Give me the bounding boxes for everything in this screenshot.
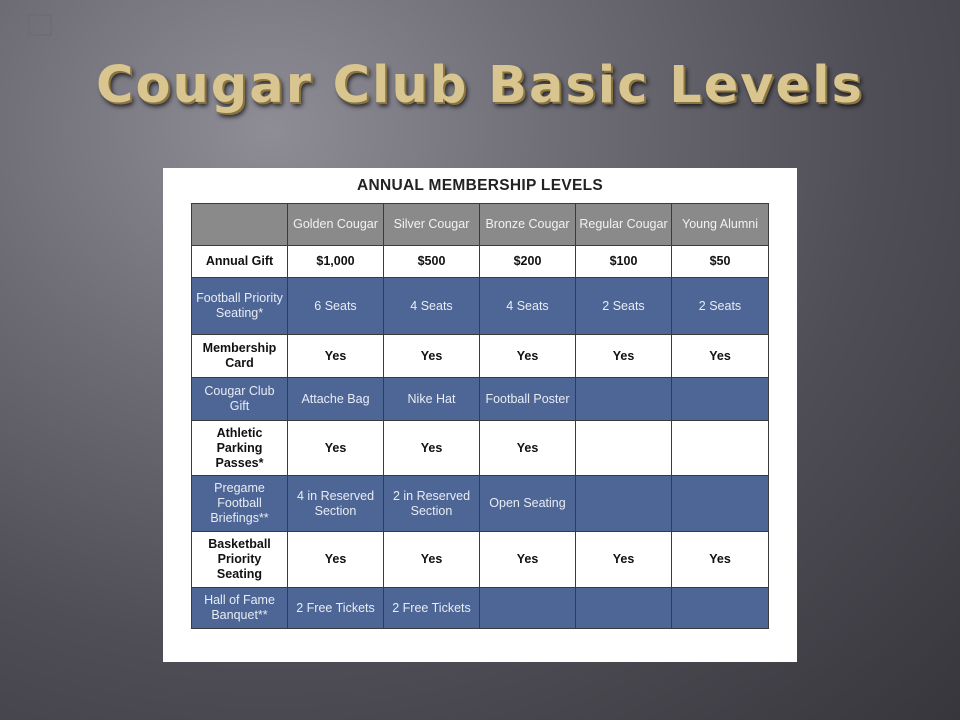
table-cell: $200 <box>480 246 576 278</box>
row-label: Athletic Parking Passes* <box>192 421 288 476</box>
header-corner-cell <box>192 204 288 246</box>
row-label: Football Priority Seating* <box>192 278 288 335</box>
table-cell: Yes <box>480 421 576 476</box>
table-cell: 4 Seats <box>480 278 576 335</box>
table-cell: 6 Seats <box>288 278 384 335</box>
table-row <box>192 246 769 278</box>
table-cell: $1,000 <box>288 246 384 278</box>
table-cell: 2 in Reserved Section <box>384 476 480 532</box>
table-row <box>192 378 769 421</box>
column-header: Silver Cougar <box>384 204 480 246</box>
row-label: Basketball Priority Seating <box>192 532 288 588</box>
table-cell: Yes <box>480 532 576 588</box>
table-cell <box>480 588 576 629</box>
slide-title: Cougar Club Basic Levels <box>96 56 864 115</box>
slide-corner-mark <box>28 14 52 36</box>
table-cell: Yes <box>288 335 384 378</box>
row-label: Annual Gift <box>192 246 288 278</box>
table-cell: 4 Seats <box>384 278 480 335</box>
table-cell <box>576 588 672 629</box>
table-row <box>192 476 769 532</box>
table-cell <box>672 476 769 532</box>
table-cell <box>576 421 672 476</box>
table-cell <box>576 378 672 421</box>
table-cell <box>672 421 769 476</box>
table-cell: 2 Seats <box>576 278 672 335</box>
table-header-row <box>192 204 769 246</box>
table-cell: Yes <box>384 421 480 476</box>
column-header: Bronze Cougar <box>480 204 576 246</box>
table-row <box>192 532 769 588</box>
table-cell: Yes <box>672 532 769 588</box>
column-header: Golden Cougar <box>288 204 384 246</box>
table-cell: Yes <box>384 335 480 378</box>
column-header: Regular Cougar <box>576 204 672 246</box>
table-row <box>192 421 769 476</box>
table-row <box>192 335 769 378</box>
row-label: Cougar Club Gift <box>192 378 288 421</box>
table-row <box>192 278 769 335</box>
table-cell: Attache Bag <box>288 378 384 421</box>
table-cell: Yes <box>288 532 384 588</box>
row-label: Pregame Football Briefings** <box>192 476 288 532</box>
column-header: Young Alumni <box>672 204 769 246</box>
table-heading: ANNUAL MEMBERSHIP LEVELS <box>356 177 604 194</box>
row-label: Membership Card <box>192 335 288 378</box>
table-cell: Open Seating <box>480 476 576 532</box>
table-cell <box>672 588 769 629</box>
table-row <box>192 588 769 629</box>
membership-table-panel <box>163 168 797 662</box>
table-cell: 4 in Reserved Section <box>288 476 384 532</box>
table-cell: 2 Seats <box>672 278 769 335</box>
table-cell: Yes <box>672 335 769 378</box>
table-cell: $500 <box>384 246 480 278</box>
table-cell: Yes <box>576 335 672 378</box>
membership-levels-table <box>191 203 769 629</box>
table-cell: Football Poster <box>480 378 576 421</box>
table-cell: 2 Free Tickets <box>384 588 480 629</box>
table-cell: $100 <box>576 246 672 278</box>
table-cell <box>576 476 672 532</box>
table-cell: Yes <box>384 532 480 588</box>
table-cell <box>672 378 769 421</box>
table-cell: $50 <box>672 246 769 278</box>
row-label: Hall of Fame Banquet** <box>192 588 288 629</box>
table-cell: Yes <box>480 335 576 378</box>
table-cell: Nike Hat <box>384 378 480 421</box>
table-cell: Yes <box>576 532 672 588</box>
table-cell: 2 Free Tickets <box>288 588 384 629</box>
table-cell: Yes <box>288 421 384 476</box>
